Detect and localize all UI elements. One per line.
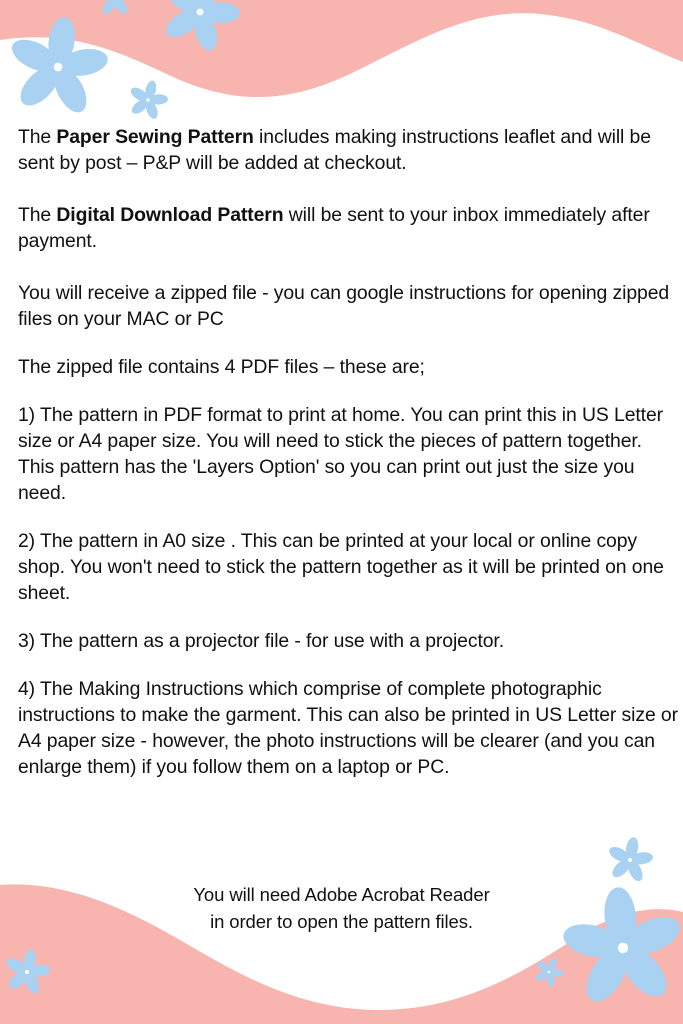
zipped-file-paragraph: You will receive a zipped file - you can google instructions for opening zipped files on your MAC or PC	[18, 282, 670, 330]
list-item: 2) The pattern in A0 size . This can be printed at your local or online copy shop. You won't need to stick the pattern together as it will be printed on one sheet.	[18, 530, 664, 604]
flower-icon	[603, 833, 658, 886]
list-item: 1) The pattern in PDF format to print at home. You can print this in US Letter size or A4 paper size. You will need to stick the pieces of pattern together. This pattern has the 'Layers Option' so you can print out just the size you need.	[18, 404, 663, 504]
digital-pattern-title: Digital Download Pattern	[56, 204, 284, 226]
top-wave-decoration	[0, 0, 683, 97]
digital-pattern-paragraph: The Digital Download Pattern will be sent to your inbox immediately after payment.	[18, 204, 650, 252]
contents-intro: The zipped file contains 4 PDF files – these are;	[18, 356, 425, 378]
list-item: 4) The Making Instructions which comprise of complete photographic instructions to make the garment. This can also be printed in US Letter size or A4 paper size - however, the photo instructions will be clearer (and you can enlarge them) if you follow them on a laptop or PC.	[18, 678, 678, 778]
acrobat-note	[0, 881, 683, 935]
flower-icon	[123, 75, 173, 123]
list-item: 3) The pattern as a projector file - for use with a projector.	[18, 630, 504, 652]
paper-pattern-title: Paper Sewing Pattern	[56, 126, 254, 148]
acrobat-note-line1: You will need Adobe Acrobat Reader	[193, 884, 490, 905]
info-text	[18, 124, 678, 806]
acrobat-note-line2: in order to open the pattern files.	[210, 911, 473, 932]
paper-pattern-paragraph: The Paper Sewing Pattern includes making instructions leaflet and will be sent by post – P&P will be added at checkout.	[18, 126, 651, 174]
